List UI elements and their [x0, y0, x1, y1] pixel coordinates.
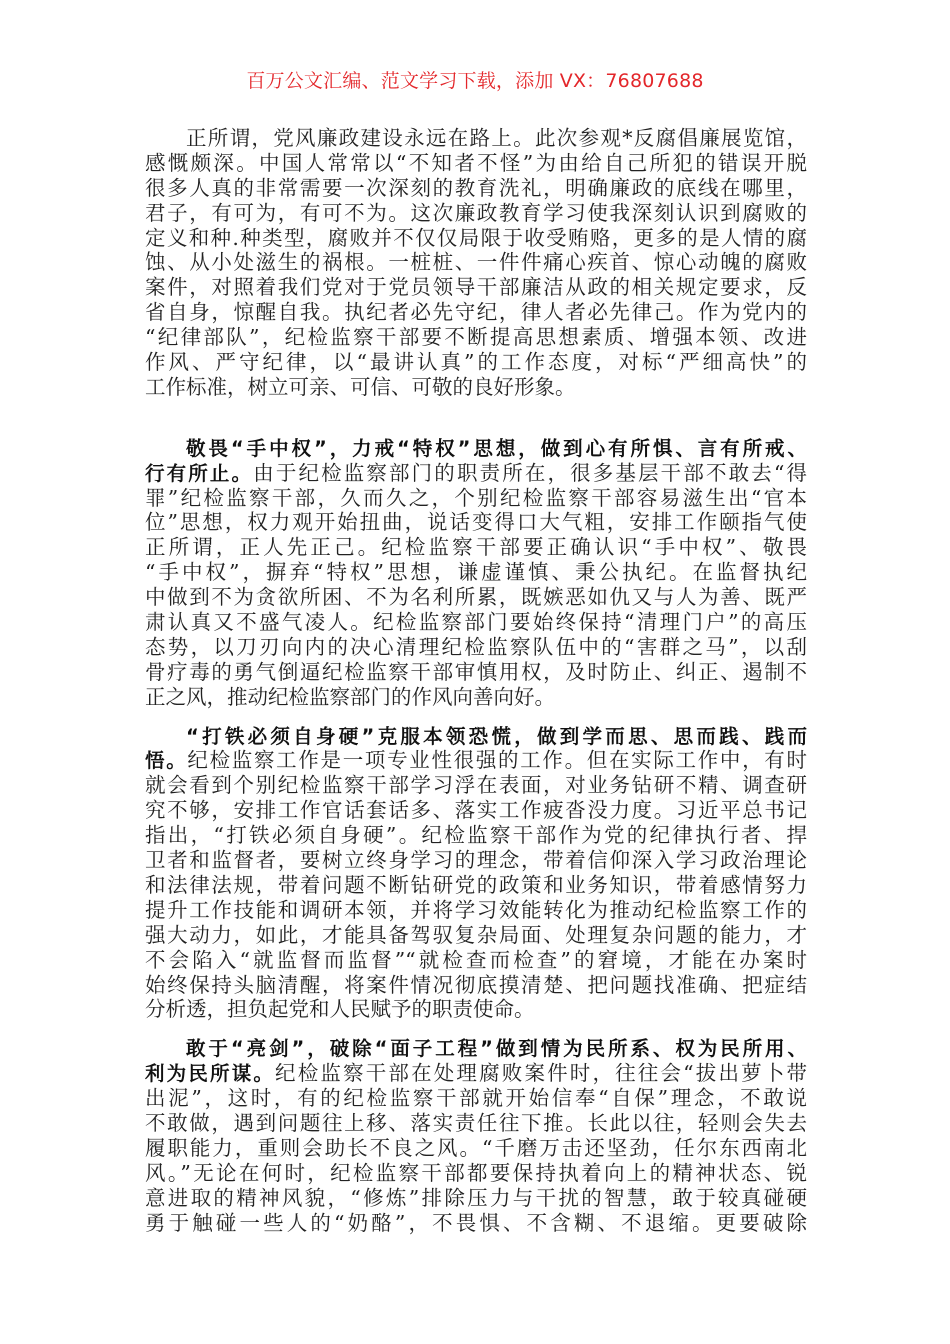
- text-line: [145, 948, 807, 973]
- body-text: 始终保持头脑清醒，将案件情况彻底摸清楚、把问题找准确、把症结: [145, 972, 807, 997]
- text-line: [145, 151, 807, 176]
- body-text: 就会看到个别纪检监察干部学习浮在表面，对业务钻研不精、调查研: [145, 773, 807, 798]
- bold-lead-text: 行有所止。: [145, 461, 254, 485]
- body-text: 卫者和监督者，要树立终身学习的理念，带着信仰深入学习政治理论: [145, 848, 807, 873]
- body-text: 强大动力，如此，才能具备驾驭复杂局面、处理复杂问题的能力，才: [145, 922, 807, 947]
- text-line: [145, 350, 807, 375]
- body-text: 省自身，惊醒自我。执纪者必先守纪，律人者必先律己。作为党内的: [145, 300, 807, 325]
- body-text: 感慨颇深。中国人常常以“不知者不怪”为由给自己所犯的错误开脱: [145, 150, 807, 175]
- body-text: 究不够，安排工作官话套话多、落实工作疲沓没力度。习近平总书记: [145, 798, 807, 823]
- body-text: 中做到不为贪欲所困、不为名利所累，既嫉恶如仇又与人为善、既严: [145, 585, 807, 610]
- text-line: [145, 436, 807, 461]
- text-line: [145, 375, 807, 400]
- body-text: 君子，有可为，有可不为。这次廉政教育学习使我深刻认识到腐败的: [145, 200, 807, 225]
- text-line: [145, 823, 807, 848]
- paragraph: [145, 126, 807, 400]
- body-text: 作风、严守纪律，以“最讲认真”的工作态度，对标“严细高快”的: [145, 350, 807, 375]
- body-text: 指出，“打铁必须自身硬”。纪检监察干部作为党的纪律执行者、捍: [145, 823, 807, 848]
- body-text: 意进取的精神风貌，“修炼”排除压力与干扰的智慧，敢于较真碰硬: [145, 1185, 807, 1210]
- paragraph: [145, 436, 807, 710]
- body-text: 和法律法规，带着问题不断钻研党的政策和业务知识，带着感情努力: [145, 872, 807, 897]
- bold-lead-text: 悟。: [145, 749, 188, 773]
- paragraph: [145, 1036, 807, 1235]
- text-line: [145, 635, 807, 660]
- body-text: 勇于触碰一些人的“奶酪”，不畏惧、不含糊、不退缩。更要破除: [145, 1210, 807, 1235]
- text-line: [145, 873, 807, 898]
- text-line: [145, 610, 807, 635]
- text-line: [145, 126, 807, 151]
- text-line: [145, 325, 807, 350]
- body-text: 正所谓，正人先正己。纪检监察干部要正确认识“手中权”、敬畏: [145, 535, 807, 560]
- text-line: [145, 685, 807, 710]
- body-text: 由于纪检监察部门的职责所在，很多基层干部不敢去“得: [253, 460, 807, 485]
- document-body: [145, 126, 807, 1235]
- text-line: [145, 748, 807, 773]
- text-line: [145, 535, 807, 560]
- bold-lead-text: 敬畏“手中权”，力戒“特权”思想，做到心有所惧、言有所戒、: [186, 436, 807, 460]
- body-text: 案件，对照着我们党对于党员领导干部廉洁从政的相关规定要求，反: [145, 275, 807, 300]
- bold-lead-text: “打铁必须自身硬”克服本领恐慌，做到学而思、思而践、践而: [186, 724, 807, 748]
- text-line: [145, 923, 807, 948]
- text-line: [145, 1111, 807, 1136]
- body-text: 履职能力，重则会助长不良之风。“千磨万击还坚劲，任尔东西南北: [145, 1135, 807, 1160]
- body-text: 态势，以刀刃向内的决心清理纪检监察队伍中的“害群之马”，以刮: [145, 634, 807, 659]
- body-text: 定义和种.种类型，腐败并不仅仅局限于收受贿赂，更多的是人情的腐: [145, 225, 807, 250]
- text-line: [145, 724, 807, 749]
- text-line: [145, 1186, 807, 1211]
- text-line: [145, 1061, 807, 1086]
- text-line: [145, 898, 807, 923]
- text-line: [145, 1136, 807, 1161]
- body-text: 不会陷入“就监督而监督”“就检查而检查”的窘境，才能在办案时: [145, 947, 807, 972]
- download-banner: 百万公文汇编、范文学习下载，添加 VX：76807688: [246, 70, 704, 92]
- text-line: [145, 486, 807, 511]
- text-line: [145, 176, 807, 201]
- body-text: “手中权”，摒弃“特权”思想，谦虚谨慎、秉公执纪。在监督执纪: [145, 560, 807, 585]
- text-line: [145, 461, 807, 486]
- body-text: 不敢做，遇到问题往上移、落实责任往下推。长此以往，轻则会失去: [145, 1110, 807, 1135]
- bold-lead-text: 利为民所谋。: [145, 1062, 276, 1086]
- body-text: 出泥”，这时，有的纪检监察干部就开始信奉“自保”理念，不敢说: [145, 1086, 807, 1111]
- text-line: [145, 1086, 807, 1111]
- text-line: [145, 773, 807, 798]
- text-line: [145, 275, 807, 300]
- text-line: [145, 585, 807, 610]
- text-line: [145, 250, 807, 275]
- body-text: 工作标准，树立可亲、可信、可敬的良好形象。: [145, 374, 576, 399]
- body-text: 肃认真又不盛气凌人。纪检监察部门要始终保持“清理门户”的高压: [145, 610, 807, 635]
- body-text: 骨疗毒的勇气倒逼纪检监察干部审慎用权，及时防止、纠正、遏制不: [145, 659, 807, 684]
- text-line: [145, 201, 807, 226]
- text-line: [145, 848, 807, 873]
- bold-lead-text: 敢于“亮剑”，破除“面子工程”做到情为民所系、权为民所用、: [186, 1037, 807, 1061]
- body-text: 位”思想，权力观开始扭曲，说话变得口大气粗，安排工作颐指气使: [145, 510, 807, 535]
- text-line: [145, 226, 807, 251]
- body-text: “纪律部队”，纪检监察干部要不断提高思想素质、增强本领、改进: [145, 325, 807, 350]
- body-text: 很多人真的非常需要一次深刻的教育洗礼，明确廉政的底线在哪里，: [145, 175, 807, 200]
- body-text: 蚀、从小处滋生的祸根。一桩桩、一件件痛心疾首、惊心动魄的腐败: [145, 250, 807, 275]
- body-text: 风。”无论在何时，纪检监察干部都要保持执着向上的精神状态、锐: [145, 1160, 807, 1185]
- body-text: 提升工作技能和调研本领，并将学习效能转化为推动纪检监察工作的: [145, 897, 807, 922]
- paragraph: [145, 724, 807, 1023]
- text-line: [145, 1161, 807, 1186]
- text-line: [145, 1036, 807, 1061]
- text-line: [145, 300, 807, 325]
- text-line: [145, 510, 807, 535]
- body-text: 正之风，推动纪检监察部门的作风向善向好。: [145, 684, 555, 709]
- body-text: 纪检监察工作是一项专业性很强的工作。但在实际工作中，有时: [187, 748, 807, 773]
- text-line: [145, 560, 807, 585]
- text-line: [145, 660, 807, 685]
- body-text: 分析透，担负起党和人民赋予的职责使命。: [145, 997, 535, 1022]
- text-line: [145, 997, 807, 1022]
- text-line: [145, 1211, 807, 1236]
- body-text: 正所谓，党风廉政建设永远在路上。此次参观*反腐倡廉展览馆，: [186, 126, 807, 150]
- text-line: [145, 798, 807, 823]
- body-text: 纪检监察干部在处理腐败案件时，往往会“拔出萝卜带: [275, 1061, 807, 1086]
- text-line: [145, 973, 807, 998]
- body-text: 罪”纪检监察干部，久而久之，个别纪检监察干部容易滋生出“官本: [145, 485, 807, 510]
